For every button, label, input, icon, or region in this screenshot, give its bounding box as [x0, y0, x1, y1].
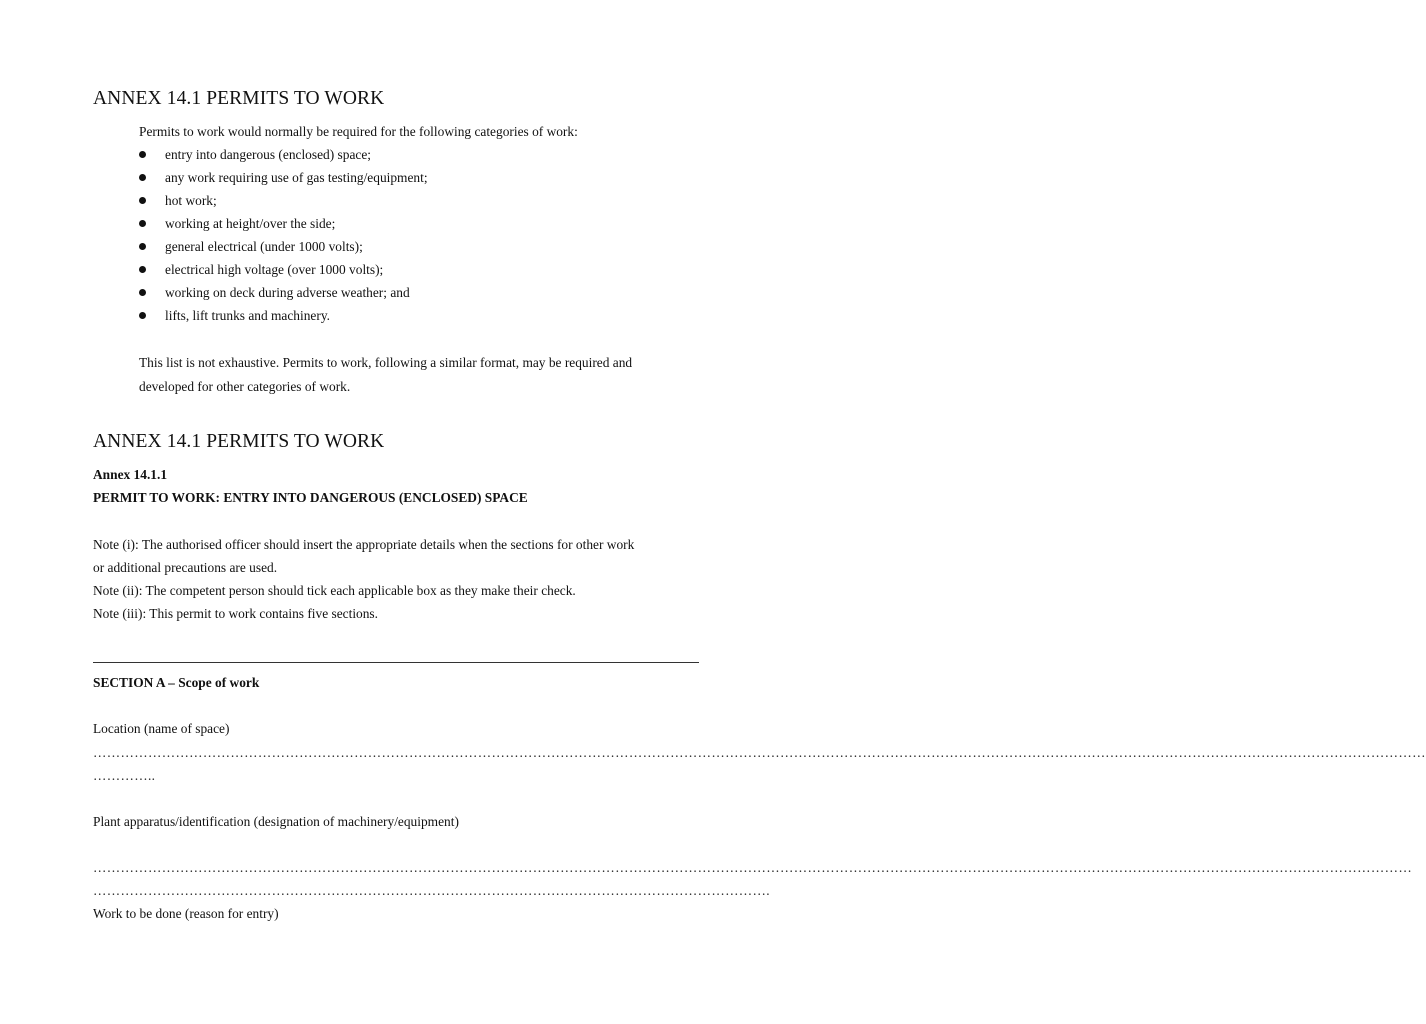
location-fill-line-continued[interactable]: ………….. — [93, 768, 156, 783]
plant-apparatus-label: Plant apparatus/identification (designation of machinery/equipment) — [93, 814, 459, 829]
closing-text-line-1: This list is not exhaustive. Permits to work, following a similar format, may be required and — [139, 355, 633, 370]
list-item: entry into dangerous (enclosed) space; — [165, 147, 371, 162]
plant-apparatus-fill-line-continued[interactable]: …………………………………………………………………………………………………………………………………. — [93, 883, 770, 898]
list-item: hot work; — [165, 193, 217, 208]
list-item: general electrical (under 1000 volts); — [165, 239, 363, 254]
bullet-icon — [139, 243, 146, 250]
list-item: any work requiring use of gas testing/equipment; — [165, 170, 428, 185]
annex-heading: ANNEX 14.1 PERMITS TO WORK — [93, 431, 385, 452]
note-3: Note (iii): This permit to work contains five sections. — [93, 606, 378, 621]
bullet-icon — [139, 220, 146, 227]
location-fill-line[interactable]: ………………………………………………………………………………………………………………………………………………………………………………………………………………………………………………………………… — [93, 745, 1426, 760]
bullet-icon — [139, 197, 146, 204]
work-to-be-done-label: Work to be done (reason for entry) — [93, 906, 279, 921]
bullet-icon — [139, 266, 146, 273]
list-item: electrical high voltage (over 1000 volts); — [165, 262, 384, 277]
permit-title: PERMIT TO WORK: ENTRY INTO DANGEROUS (ENCLOSED) SPACE — [93, 490, 528, 505]
list-item: working on deck during adverse weather; and — [165, 285, 410, 300]
plant-apparatus-fill-line[interactable]: ……………………………………………………………………………………………………………………………………………………………………………………………………………………………………………………………… — [93, 860, 1413, 875]
bullet-icon — [139, 289, 146, 296]
section-divider — [93, 662, 699, 663]
intro-text: Permits to work would normally be required for the following categories of work: — [139, 124, 578, 139]
bullet-icon — [139, 151, 146, 158]
note-1-line-2: or additional precautions are used. — [93, 560, 278, 575]
bullet-icon — [139, 312, 146, 319]
note-1-line-1: Note (i): The authorised officer should insert the appropriate details when the sections for other work — [93, 537, 635, 552]
location-label: Location (name of space) — [93, 721, 230, 736]
annex-reference: Annex 14.1.1 — [93, 467, 168, 482]
bullet-icon — [139, 174, 146, 181]
list-item: lifts, lift trunks and machinery. — [165, 308, 330, 323]
note-2: Note (ii): The competent person should tick each applicable box as they make their check. — [93, 583, 576, 598]
page-heading: ANNEX 14.1 PERMITS TO WORK — [93, 88, 385, 109]
closing-text-line-2: developed for other categories of work. — [139, 379, 351, 394]
list-item: working at height/over the side; — [165, 216, 336, 231]
section-a-title: SECTION A – Scope of work — [93, 675, 260, 690]
